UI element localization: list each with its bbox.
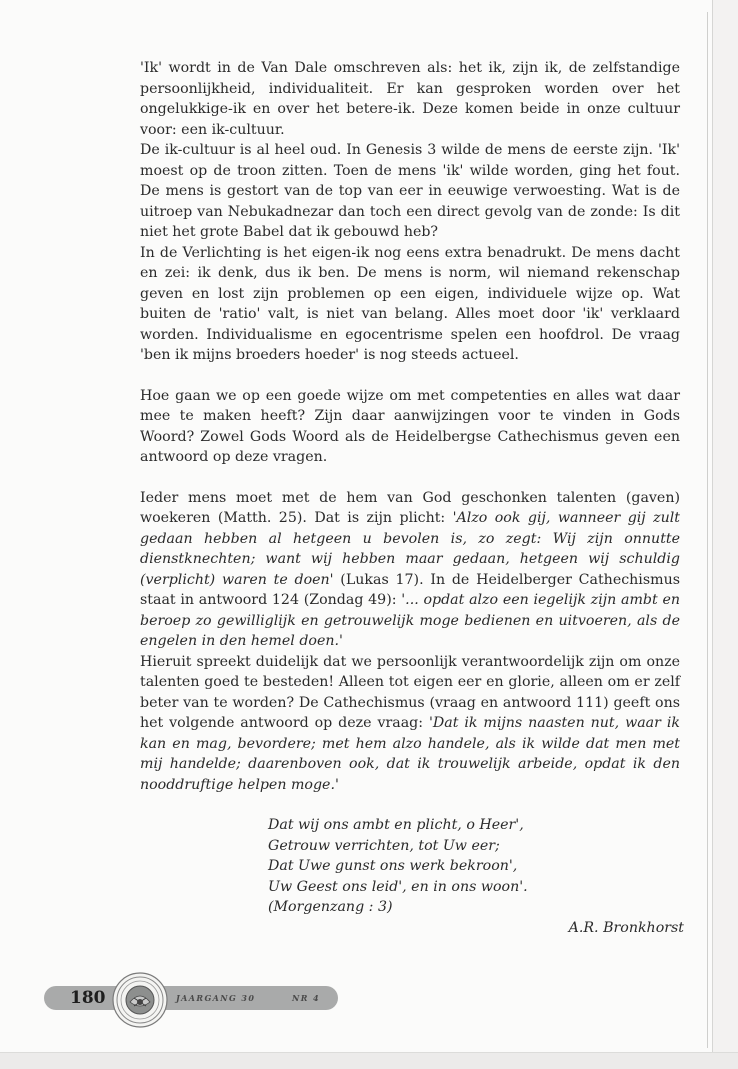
poem-line: Dat Uwe gunst ons werk bekroon', — [268, 858, 518, 874]
paragraph-gap — [140, 468, 680, 488]
page-bottom-shade — [0, 1052, 738, 1069]
paragraph-competenties — [140, 386, 680, 468]
paragraph-text: (Lukas 17). In de Heidelberger Cathechismus staat in antwoord 124 (Zondag 49): — [140, 571, 680, 608]
poem-line: Getrouw verrichten, tot Uw eer; — [268, 837, 500, 854]
paragraph-text: 'Ik' wordt in de Van Dale omschreven als: het ik, zijn ik, de zelfstandige persoonlijkheid, individualiteit. Er kan gesproken worden over het ongelukkige-ik en over het betere-ik. Deze komen beide in onze cultuur voor: een ik-cultuur. — [140, 60, 680, 138]
paragraph-text: Ieder mens moet met de hem van God geschonken talenten (gaven) woekeren (Matth. 25). Dat is zijn plicht: — [140, 489, 680, 526]
paragraph-text: De ik-cultuur is al heel oud. In Genesis 3 wilde de mens de eerste zijn. 'Ik' moest op de troon zitten. Toen de mens 'ik' wilde worden, ging het fout. De mens is gestort van de top van eer in eeuwige verwoesting. Wat is de uitroep van Nebukadnezar dan toch een direct gevolg van de zonde: Is dit niet het grote Babel dat ik gebouwd heb? — [140, 142, 680, 240]
paragraph-talenten — [140, 488, 680, 652]
quote-zondag-49: '... opdat alzo een iegelijk zijn ambt en beroep zo gewilliglijk en getrouwelijk moge bedienen en uitvoeren, als de engelen in den hemel doen.' — [140, 592, 680, 649]
poem-line: Uw Geest ons leid', en in ons woon'. — [268, 878, 528, 895]
poem-morgenzang — [268, 815, 568, 918]
paragraph-gap — [140, 366, 680, 386]
page-number: 180 — [70, 988, 106, 1008]
page-footer — [44, 970, 340, 1022]
quote-lukas: 'Alzo ook gij, wanneer gij zult gedaan hebben al hetgeen u bevolen is, zo zegt: Wij zijn onnutte dienstknechten; want wij hebben maar gedaan, hetgeen wij schuldig (verplicht) waren te doen' — [140, 510, 680, 588]
paragraph-verantwoordelijk — [140, 652, 680, 796]
paragraph-text: Hieruit spreekt duidelijk dat we persoonlijk verantwoordelijk zijn om onze talenten goed te besteden! Alleen tot eigen eer en glorie, alleen om er zelf beter van te worden? De Cathechismus (vraag en antwoord 111) geeft ons het volgende antwoord op deze vraag: — [140, 653, 680, 731]
seal-emblem-icon — [112, 972, 168, 1028]
journal-issue: NR 4 — [292, 993, 320, 1003]
paragraph-text: Hoe gaan we op een goede wijze om met competenties en alles wat daar mee te maken heeft? Zijn daar aanwijzingen voor te vinden in Gods Woord? Zowel Gods Woord als de Heidelbergse Cathechismus geven een antwoord op deze vragen. — [140, 387, 680, 465]
poem-source: (Morgenzang : 3) — [268, 899, 393, 915]
paragraph-text: In de Verlichting is het eigen-ik nog eens extra benadrukt. De mens dacht en zei: ik denk, dus ik ben. De mens is norm, wil niemand rekenschap geven en lost zijn problemen op een eigen, individuele wijze op. Wat buiten de 'ratio' valt, is niet van belang. Alles moet door 'ik' verklaard worden. Individualisme en egocentrisme spelen een hoofdrol. De vraag 'ben ik mijns broeders hoeder' is nog steeds actueel. — [140, 244, 680, 363]
paragraph-ik-cultuur — [140, 140, 680, 243]
article-body — [140, 58, 680, 795]
journal-volume: JAARGANG 30 — [176, 993, 256, 1003]
page-edge-line — [707, 12, 708, 1048]
paragraph-van-dale — [140, 58, 680, 140]
poem-line: Dat wij ons ambt en plicht, o Heer', — [268, 817, 524, 833]
paragraph-verlichting — [140, 243, 680, 366]
quote-antwoord-111: 'Dat ik mijns naasten nut, waar ik kan en mag, bevordere; met hem alzo handele, als ik wilde dat men met mij handelde; daarenboven ook, dat ik trouwelijk arbeide, opdat ik den nooddruftige helpen moge.' — [140, 715, 680, 793]
author-name: A.R. Bronkhorst — [568, 920, 684, 936]
